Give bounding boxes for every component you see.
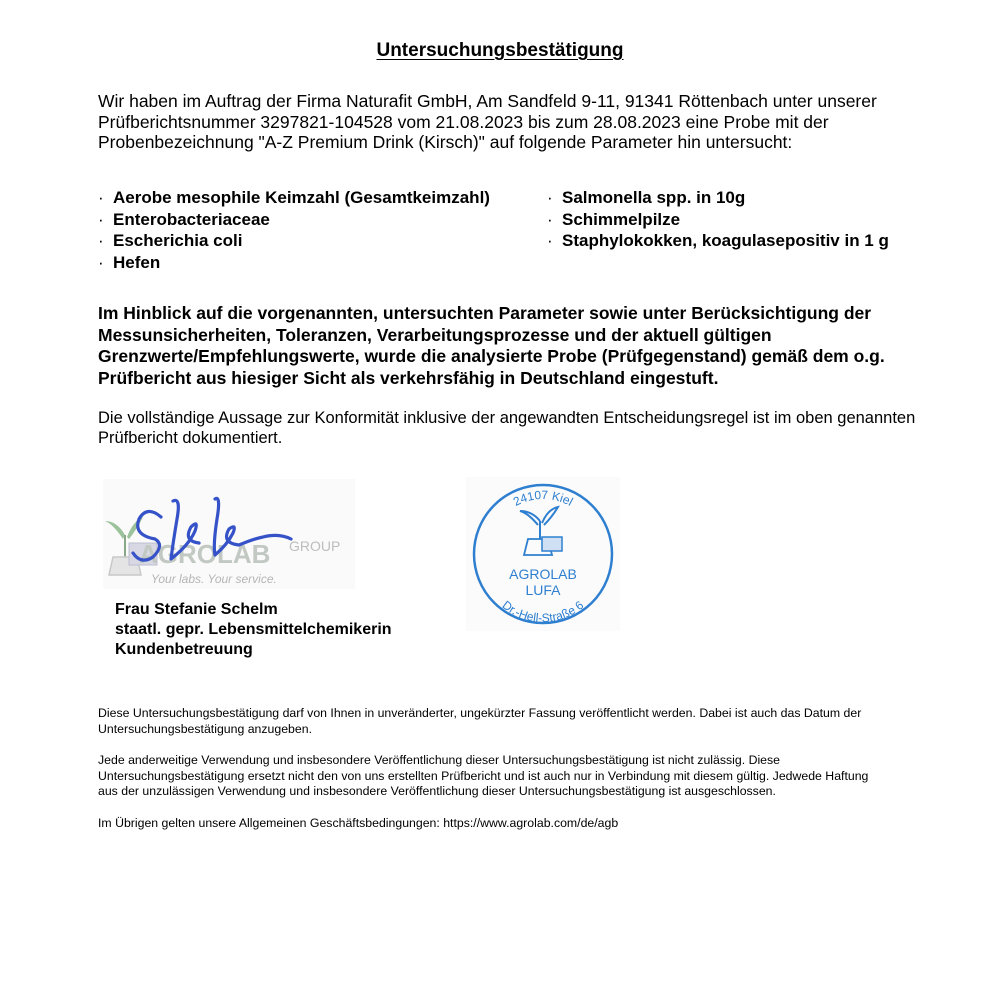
- parameter-item: [547, 230, 967, 252]
- parameter-item: [547, 209, 967, 231]
- stamp-logo-icon: [520, 507, 562, 555]
- logo-tagline: Your labs. Your service.: [151, 572, 277, 586]
- logo-group: GROUP: [289, 538, 341, 554]
- parameter-item: [547, 187, 967, 209]
- parameter-label: Hefen: [113, 252, 161, 272]
- parameter-label: Salmonella spp. in 10g: [562, 188, 746, 207]
- statement-line: Messunsicherheiten, Toleranzen, Verarbeitungsprozesse und der aktuell gültigen: [98, 324, 772, 345]
- signature-logo-graphic: [103, 479, 355, 589]
- parameter-item: [98, 187, 548, 209]
- parameter-item: [98, 230, 548, 252]
- note-line: Die vollständige Aussage zur Konformität inklusive der angewandten Entscheidungsregel ist im oben genannten: [98, 409, 916, 427]
- statement-line: Grenzwerte/Empfehlungswerte, wurde die analysierte Probe (Prüfgegenstand) gemäß dem o.g.: [98, 346, 885, 366]
- bullet-icon: ·: [547, 209, 553, 229]
- bullet-icon: ·: [98, 209, 104, 229]
- parameter-list-right: [547, 187, 967, 252]
- footer-line: Jede anderweitige Verwendung und insbesondere Veröffentlichung dieser Untersuchungsbestätigung ist nicht zulässig. Diese: [98, 753, 781, 767]
- footer-line: Untersuchungsbestätigung ersetzt nicht den von uns erstellten Prüfbericht und ist auch nur in Verbindung mit diesem gültig. Jedwede Haftung: [98, 768, 869, 783]
- intro-line: Wir haben im Auftrag der Firma Naturafit GmbH, Am Sandfeld 9-11, 91341 Röttenbach unter unserer: [98, 91, 877, 111]
- statement-line: Prüfbericht aus hiesiger Sicht als verkehrsfähig in Deutschland eingestuft.: [98, 367, 719, 388]
- footer-line: Untersuchungsbestätigung anzugeben.: [98, 721, 312, 736]
- stamp-top-text: 24107 Kiel: [510, 487, 576, 509]
- intro-line: Probenbezeichnung "A-Z Premium Drink (Kirsch)" auf folgende Parameter hin untersucht:: [98, 132, 793, 152]
- parameter-label: Schimmelpilze: [562, 209, 681, 229]
- bullet-icon: ·: [547, 231, 553, 250]
- signature-block: [103, 479, 355, 589]
- signer-block: [115, 600, 392, 660]
- footer-terms: [98, 816, 978, 832]
- document-title: [0, 40, 1000, 62]
- footer-terms-line: Im Übrigen gelten unsere Allgemeinen Geschäftsbedingungen: https://www.agrolab.com/de/agb: [98, 816, 619, 830]
- signer-qualification: staatl. gepr. Lebensmittelchemikerin: [115, 621, 392, 638]
- document-title-text: Untersuchungsbestätigung: [376, 40, 624, 61]
- intro-line: Prüfberichtsnummer 3297821-104528 vom 21.08.2023 bis zum 28.08.2023 eine Probe mit der: [98, 111, 829, 132]
- footer-line: Diese Untersuchungsbestätigung darf von Ihnen in unveränderter, ungekürzter Fassung veröffentlicht werden. Dabei ist auch das Datum der: [98, 706, 862, 720]
- stamp-graphic: [466, 477, 620, 631]
- bullet-icon: ·: [547, 188, 553, 207]
- stamp-block: [466, 477, 620, 631]
- bullet-icon: ·: [98, 231, 104, 250]
- signer-name: Frau Stefanie Schelm: [115, 601, 278, 618]
- stamp-outer-ring: [474, 485, 612, 626]
- footer-line: aus der unzulässigen Verwendung und insbesondere Veröffentlichung dieser Untersuchungsbestätigung ist ausgeschlossen.: [98, 784, 776, 798]
- stamp-bottom-text: Dr.-Hell-Straße 6: [499, 597, 587, 626]
- bullet-icon: ·: [98, 188, 104, 207]
- conformity-statement: [98, 303, 978, 389]
- parameter-label: Escherichia coli: [113, 231, 243, 250]
- parameter-item: [98, 252, 548, 274]
- parameter-label: Staphylokokken, koagulasepositiv in 1 g: [562, 231, 889, 250]
- note-line: Prüfbericht dokumentiert.: [98, 429, 283, 447]
- bullet-icon: ·: [98, 252, 104, 272]
- signer-role: Kundenbetreuung: [115, 641, 253, 658]
- parameter-label: Aerobe mesophile Keimzahl (Gesamtkeimzahl): [113, 188, 490, 207]
- statement-line: Im Hinblick auf die vorgenannten, untersuchten Parameter sowie unter Berücksichtigung der: [98, 303, 872, 323]
- intro-paragraph: [98, 91, 978, 153]
- stamp-line2: LUFA: [525, 582, 561, 598]
- footer-usage-restriction: [98, 753, 978, 800]
- footer-publication-note: [98, 706, 978, 737]
- parameter-label: Enterobacteriaceae: [113, 209, 270, 229]
- stamp-line1: AGROLAB: [509, 566, 577, 582]
- parameter-list-left: [98, 187, 548, 273]
- conformity-note: [98, 408, 978, 448]
- parameter-item: [98, 209, 548, 231]
- logo-brand: AGROLAB: [139, 539, 271, 569]
